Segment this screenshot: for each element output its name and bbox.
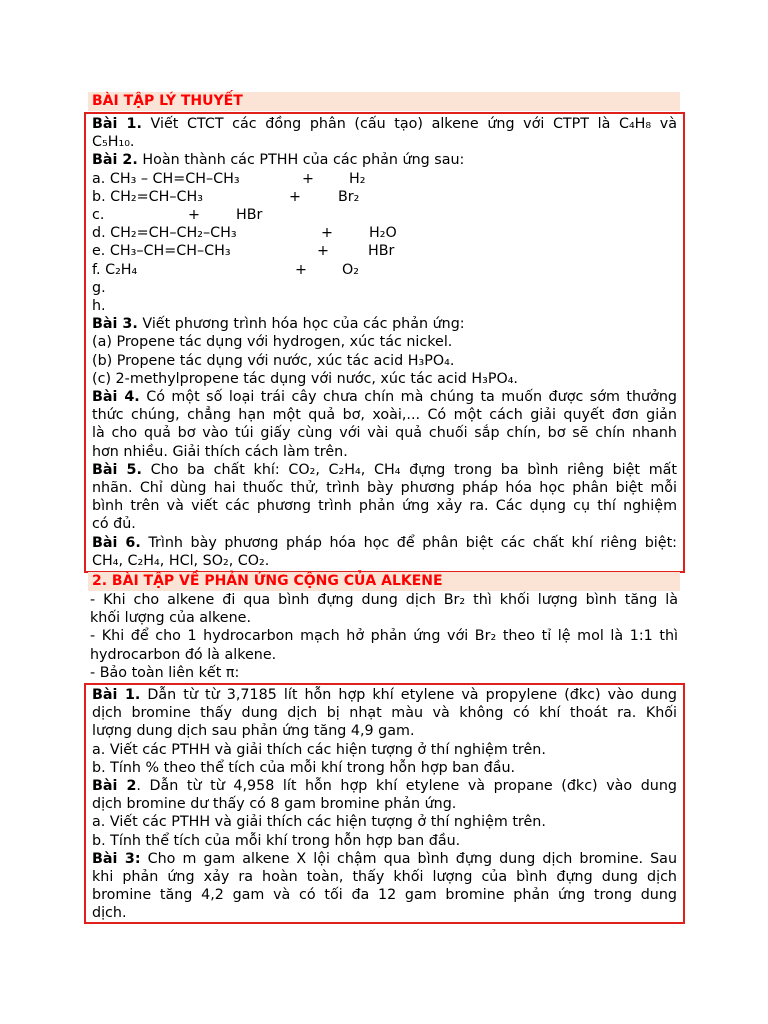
problem-3-line-2: khi phản ứng xảy ra hoàn toàn, thấy khối lượng của bình đựng dung dịch	[92, 869, 677, 886]
note-line: - Bảo toàn liên kết π:	[90, 664, 240, 681]
exercise-1-line	[92, 115, 677, 133]
plus-sign: +	[317, 243, 329, 260]
exercise-label: Bài 5.	[92, 461, 142, 478]
reactant-left: c.	[92, 207, 105, 224]
reaction-g: g.	[92, 279, 106, 296]
reactant-right: HBr	[236, 207, 263, 224]
exercise-label: Bài 3.	[92, 316, 138, 333]
exercise-4-line-3: là cho quả bơ vào túi giấy cùng với vài quả chuối sắp chín, bơ sẽ chín nhanh	[92, 425, 677, 442]
exercise-text: . Dẫn từ từ 4,958 lít hỗn hợp khí etylene và propane (đkc) vào dung	[136, 778, 678, 795]
exercise-1-line-2: C₅H₁₀.	[92, 134, 135, 151]
reaction-c	[92, 206, 677, 224]
exercise-4-line-4: hơn nhiều. Giải thích cách làm trên.	[92, 443, 348, 460]
reactant-right: Br₂	[338, 188, 360, 205]
note-line: khối lượng của alkene.	[90, 610, 251, 627]
reaction-e	[92, 242, 677, 260]
theory-exercises-box	[84, 112, 685, 573]
exercise-text: Cho m gam alkene X lội chậm qua bình đựng dung dịch bromine. Sau	[147, 850, 678, 867]
reaction-f	[92, 261, 677, 279]
exercise-2-line	[92, 151, 677, 169]
exercise-4-line-2: thức chúng, chẳng hạn một quả bơ, xoài,... Có một cách giải quyết đơn giản	[92, 407, 677, 424]
reaction-h: h.	[92, 298, 106, 315]
exercise-3-line	[92, 315, 677, 333]
problem-3-line	[92, 850, 677, 868]
reaction-a	[92, 170, 677, 188]
reactant-left: d. CH₂=CH–CH₂–CH₃	[92, 225, 237, 242]
reactant-right: H₂O	[369, 225, 397, 242]
reaction-d	[92, 224, 677, 242]
problem-1-line-2: dịch bromine thấy dung dịch bị nhạt màu và không có khí thoát ra. Khối	[92, 705, 677, 722]
note-line: - Khi để cho 1 hydrocarbon mạch hở phản ứng với Br₂ theo tỉ lệ mol là 1:1 thì	[90, 628, 678, 645]
reactant-left: e. CH₃–CH=CH–CH₃	[92, 243, 231, 260]
exercise-label: Bài 4.	[92, 389, 140, 406]
reactant-left: f. C₂H₄	[92, 261, 138, 278]
problem-1-line-3: lượng dung dịch sau phản ứng tăng 4,9 gam.	[92, 723, 415, 740]
exercise-label: Bài 3:	[92, 850, 141, 867]
exercise-5-line-3: bình trên và viết các phương trình phản ứng xảy ra. Các dụng cụ thí nghiệm	[92, 498, 677, 515]
exercise-text: Trình bày phương pháp hóa học để phân biệt các chất khí riêng biệt:	[148, 534, 678, 551]
problem-1-line	[92, 686, 677, 704]
plus-sign: +	[321, 225, 333, 242]
exercise-3-item-a: (a) Propene tác dụng với hydrogen, xúc tác nickel.	[92, 334, 453, 351]
reactant-left: b. CH₂=CH–CH₃	[92, 188, 203, 205]
problem-2-line-2: dịch bromine dư thấy có 8 gam bromine phản ứng.	[92, 796, 457, 813]
note-line: hydrocarbon đó là alkene.	[90, 646, 277, 663]
exercise-3-item-b: (b) Propene tác dụng với nước, xúc tác acid H₃PO₄.	[92, 352, 455, 369]
exercise-text: Viết phương trình hóa học của các phản ứng:	[142, 316, 465, 333]
exercise-label: Bài 2	[92, 778, 137, 795]
exercise-label: Bài 6.	[92, 534, 141, 551]
exercise-5-line-2: nhãn. Chỉ dùng hai thuốc thử, trình bày phương pháp hóa học phân biệt mỗi	[92, 480, 677, 497]
problem-2-line	[92, 777, 677, 795]
reaction-b	[92, 188, 677, 206]
plus-sign: +	[302, 170, 314, 187]
problem-2-item-a: a. Viết các PTHH và giải thích các hiện tượng ở thí nghiệm trên.	[92, 814, 546, 831]
exercise-text: Viết CTCT các đồng phân (cấu tạo) alkene ứng với CTPT là C₄H₈ và	[150, 116, 677, 132]
exercise-label: Bài 2.	[92, 152, 138, 169]
reactant-left: a. CH₃ – CH=CH–CH₃	[92, 170, 240, 187]
plus-sign: +	[188, 207, 200, 224]
exercise-label: Bài 1.	[92, 687, 141, 703]
exercise-6-line-2: CH₄, C₂H₄, HCl, SO₂, CO₂.	[92, 552, 270, 569]
exercise-5-line	[92, 461, 677, 479]
exercise-text: Dẫn từ từ 3,7185 lít hỗn hợp khí etylene và propylene (đkc) vào dung	[147, 687, 677, 703]
exercise-text: Cho ba chất khí: CO₂, C₂H₄, CH₄ đựng trong ba bình riêng biệt mất	[150, 461, 678, 478]
alkene-notes	[90, 591, 678, 682]
note-line: - Khi cho alkene đi qua bình đựng dung dịch Br₂ thì khối lượng bình tăng là	[90, 592, 678, 608]
exercise-5-line-4: có đủ.	[92, 516, 136, 533]
problem-1-item-b: b. Tính % theo thể tích của mỗi khí trong hỗn hợp ban đầu.	[92, 759, 516, 776]
exercise-text: Hoàn thành các PTHH của các phản ứng sau:	[142, 152, 465, 169]
problem-3-line-3: bromine tăng 4,2 gam và có tối đa 12 gam bromine phản ứng trong dung	[92, 887, 677, 904]
problem-1-item-a: a. Viết các PTHH và giải thích các hiện tượng ở thí nghiệm trên.	[92, 741, 546, 758]
exercise-label: Bài 1.	[92, 116, 142, 132]
plus-sign: +	[289, 188, 301, 205]
reactant-right: H₂	[349, 170, 366, 187]
exercise-6-line	[92, 534, 677, 552]
exercise-text: Có một số loại trái cây chưa chín mà chúng ta muốn được sớm thưởng	[146, 389, 677, 406]
alkene-exercises-box	[84, 683, 685, 924]
reactant-right: O₂	[342, 261, 359, 278]
reactant-right: HBr	[368, 243, 395, 260]
section-heading-alkene: 2. BÀI TẬP VỀ PHẢN ỨNG CỘNG CỦA ALKENE	[88, 572, 680, 591]
section-heading-theory: BÀI TẬP LÝ THUYẾT	[88, 92, 680, 111]
exercise-4-line	[92, 388, 677, 406]
exercise-3-item-c: (c) 2-methylpropene tác dụng với nước, xúc tác acid H₃PO₄.	[92, 370, 518, 387]
problem-2-item-b: b. Tính thể tích của mỗi khí trong hỗn hợp ban đầu.	[92, 832, 461, 849]
plus-sign: +	[295, 261, 307, 278]
problem-3-line-4: dịch.	[92, 905, 127, 922]
